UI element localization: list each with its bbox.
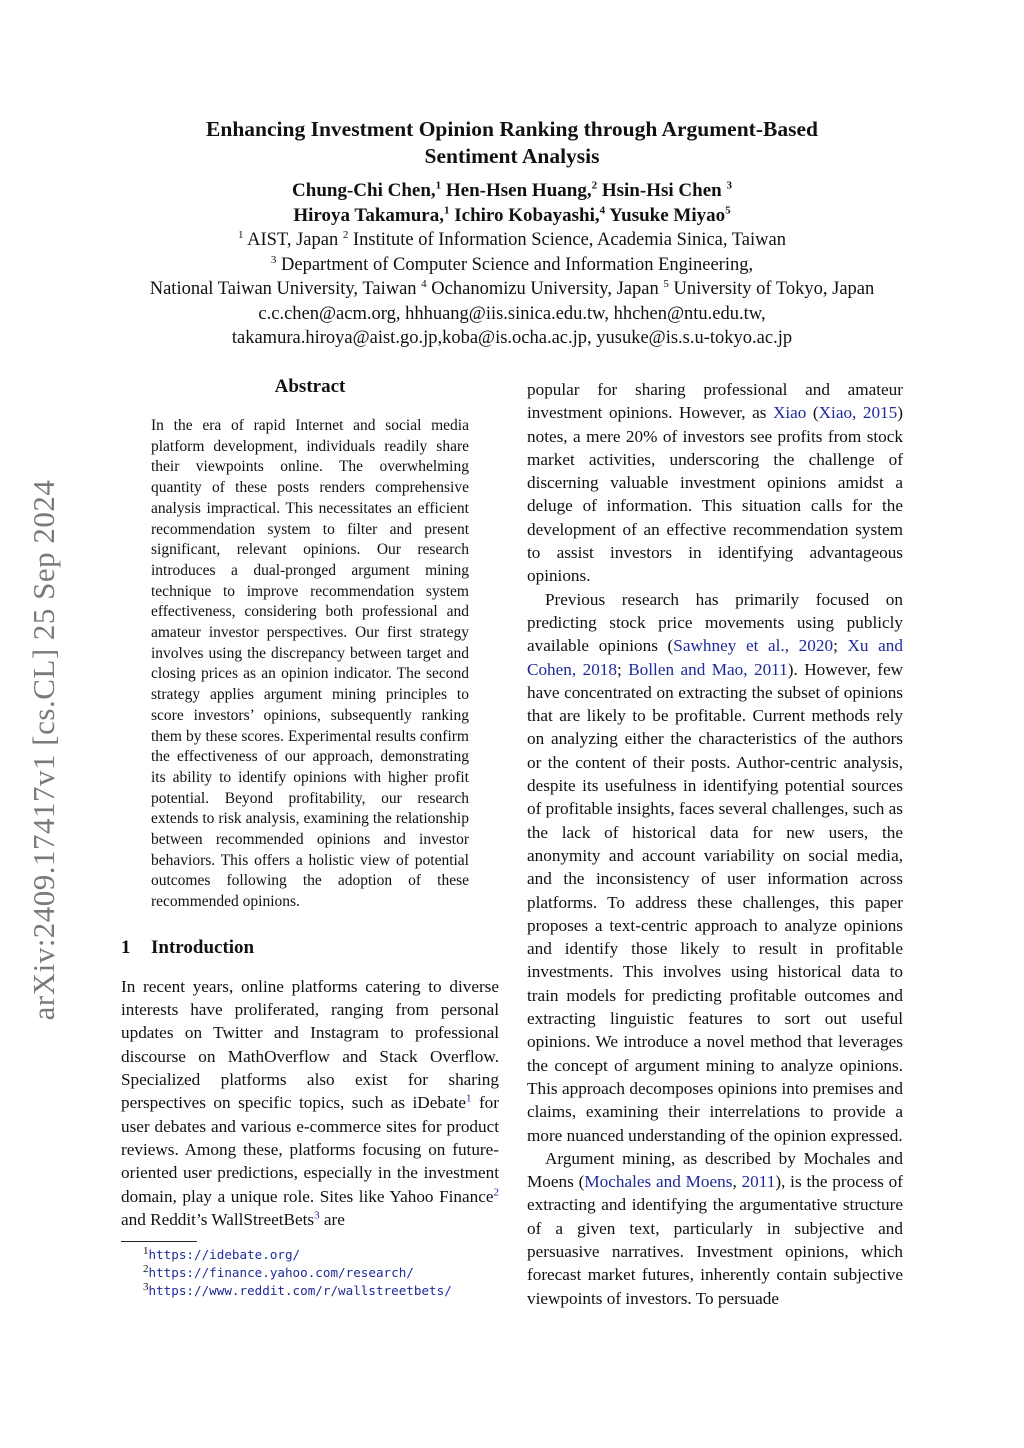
footnote-ref[interactable]: 1 — [465, 1092, 472, 1105]
text-run: , — [732, 1172, 742, 1192]
citation-link[interactable]: Xiao, 2015 — [818, 403, 898, 423]
section-number: 1 — [121, 936, 131, 958]
affiliation-mark: 4 — [599, 204, 606, 217]
right-column — [527, 378, 903, 1310]
abstract-text: In the era of rapid Internet and social media platform development, individuals readily share their viewpoints online. The overwhelming quantity of these posts renders comprehensive analysis impractical. This necessitates an efficient recommendation system to filter and present significant, relevant opinions. Our research introduces a dual-pronged argument mining technique to improve recommendation system effectiveness, considering both professional and amateur investor perspectives. Our first strategy involves using the discrepancy between target and closing prices as an opinion indicator. The second strategy applies argument mining principles to score investors’ opinions, subsequently ranking them by these scores. Experimental results confirm the effectiveness of our approach, demonstrating its ability to identify opinions with higher profit potential. Beyond profitability, our research extends to risk analysis, examining the relationship between recommended opinions and investor behaviors. This offers a holistic view of potential outcomes following the adoption of these recommended opinions. — [151, 417, 469, 911]
text-run: are — [319, 1209, 345, 1229]
affiliation-mark: 2 — [342, 228, 349, 241]
section-title: Introduction — [151, 936, 255, 958]
arxiv-identifier-text: arXiv:2409.17417v1 [cs.CL] 25 Sep 2024 — [26, 479, 61, 1021]
author-name: Hen-Hsen Huang, — [445, 180, 592, 201]
affiliation-mark: 1 — [238, 228, 244, 241]
footnote-link[interactable]: https://www.reddit.com/r/wallstreetbets/ — [148, 1283, 452, 1299]
footnote-item[interactable] — [121, 1282, 499, 1300]
affiliation-text: Department of Computer Science and Information Engineering, — [281, 254, 754, 275]
email-line-1: c.c.chen@acm.org, hhhuang@iis.sinica.edu.tw, hhchen@ntu.edu.tw, — [258, 303, 766, 324]
text-run: Previous research has primarily focused on predicting stock price movements using publicly available opinions ( — [527, 589, 903, 656]
section-heading-introduction — [121, 937, 499, 959]
affiliation-line — [100, 253, 924, 278]
text-run: ) notes, a mere 20% of investors see profits from stock market activities, underscoring the challenge of discerning valuable investment opinions amidst a deluge of information. This situation calls for the development of an effective recommendation system to assist investors in identifying advantageous opinions. — [527, 403, 903, 586]
affiliation-mark: 4 — [421, 277, 427, 290]
affiliation-mark: 1 — [435, 179, 442, 192]
citation-link[interactable]: Sawhney et al., 2020 — [673, 636, 834, 656]
paper-title — [100, 116, 924, 170]
citation-link[interactable]: Bollen and Mao, 2011 — [628, 659, 788, 679]
footnote-link[interactable]: https://idebate.org/ — [148, 1247, 301, 1263]
body-paragraph — [527, 1147, 903, 1310]
text-run: for user debates and various e-commerce sites for product reviews. Among these, platforms focusing on future-oriented user predictions, especially in the investment domain, play a unique role. Sites like Yahoo Finance — [121, 1093, 499, 1206]
affiliation-text: University of Tokyo, Japan — [673, 279, 875, 299]
affiliation-mark: 5 — [663, 277, 669, 290]
affiliation-mark: 3 — [270, 253, 277, 266]
footnote-divider — [121, 1241, 197, 1242]
body-paragraph — [527, 588, 903, 1147]
footnote-ref[interactable]: 3 — [314, 1209, 320, 1222]
text-run: popular for sharing professional and amateur investment opinions. However, as — [527, 380, 903, 423]
affiliation-text: Institute of Information Science, Academia Sinica, Taiwan — [352, 230, 786, 250]
email-line-2: takamura.hiroya@aist.go.jp,koba@is.ocha.ac.jp, yusuke@is.s.u-tokyo.ac.jp — [231, 328, 793, 348]
author-name: Hsin-Hsi Chen — [601, 180, 722, 201]
author-line-1 — [100, 178, 924, 203]
author-name: Hiroya Takamura, — [293, 205, 444, 226]
affiliation-text: AIST, Japan — [247, 230, 339, 250]
affiliations — [100, 228, 924, 351]
footnote-mark: 3 — [143, 1280, 149, 1293]
affiliation-line — [100, 277, 924, 302]
affiliation-text: Ochanomizu University, Japan — [431, 279, 659, 299]
title-line-1: Enhancing Investment Opinion Ranking through Argument-Based — [206, 117, 818, 141]
text-run: and Reddit’s WallStreetBets — [121, 1209, 315, 1229]
footnote-item[interactable] — [121, 1246, 499, 1264]
author-name: Ichiro Kobayashi, — [454, 205, 600, 226]
footnote-mark: 1 — [143, 1244, 149, 1257]
text-run: ), is the process of extracting and identifying the argumentative structure of a given text, particularly in subjective and persuasive narratives. Investment opinions, which forecast market futures, inherently contain subjective viewpoints of investors. To persuade — [527, 1172, 903, 1308]
text-run: ; — [833, 636, 848, 656]
text-run: In recent years, online platforms catering to diverse interests have proliferated, ranging from personal updates on Twitter and Instagram to professional discourse on MathOverflow and Stack Overflow. Specialized platforms also exist for sharing perspectives on specific topics, such as iDebate — [121, 976, 499, 1113]
affiliation-mark: 5 — [725, 204, 731, 217]
citation-link[interactable]: 2011 — [741, 1172, 776, 1192]
citation-link[interactable]: Mochales and Moens — [584, 1172, 733, 1192]
author-name: Chung-Chi Chen, — [292, 180, 436, 201]
affiliation-line — [100, 228, 924, 253]
author-line-2 — [100, 203, 924, 228]
affiliation-mark: 1 — [444, 204, 450, 217]
author-name: Yusuke Miyao — [609, 205, 726, 226]
text-run: ). However, few have concentrated on extracting the subset of opinions that are likely to be profitable. Current methods rely on analyzing either the characteristics of the authors or the content of their posts. Author-centric analysis, despite its usefulness in identifying potential sources of profitable insights, faces several challenges, such as the lack of historical data for new users, the anonymity and account variability on social media, and the inconsistency of user information across platforms. To address these challenges, this paper proposes a text-centric approach to analyze opinions and identify those likely to result in profitable investments. This involves using historical data to train models for predicting profitable outcomes and extracting linguistic features to sort out useful opinions. We introduce a novel method that leverages the concept of argument mining to analyze opinions. This approach decomposes opinions into premises and claims, examining their interrelations to provide a more nuanced understanding of the opinion expressed. — [527, 659, 904, 1145]
affiliation-mark: 3 — [726, 179, 732, 192]
intro-paragraph — [121, 975, 499, 1231]
footnote-mark: 2 — [143, 1262, 149, 1275]
footnote-item[interactable] — [121, 1264, 499, 1282]
footnote-ref[interactable]: 2 — [493, 1185, 499, 1198]
citation-link[interactable]: Xu and Cohen, 2018 — [527, 636, 903, 679]
body-paragraph — [527, 378, 903, 588]
text-run: ( — [806, 403, 819, 423]
title-line-2: Sentiment Analysis — [424, 144, 600, 168]
text-run: Argument mining, as described by Mochales and Moens ( — [527, 1148, 903, 1192]
text-run: ; — [617, 659, 629, 679]
left-column — [121, 376, 499, 1300]
affiliation-mark: 2 — [591, 179, 598, 192]
citation-link[interactable]: Xiao — [772, 403, 807, 423]
author-list — [100, 178, 924, 228]
paper-header — [100, 116, 924, 351]
abstract-heading: Abstract — [274, 376, 346, 397]
footnote-link[interactable]: https://finance.yahoo.com/research/ — [148, 1265, 414, 1281]
affiliation-text: National Taiwan University, Taiwan — [149, 279, 417, 299]
